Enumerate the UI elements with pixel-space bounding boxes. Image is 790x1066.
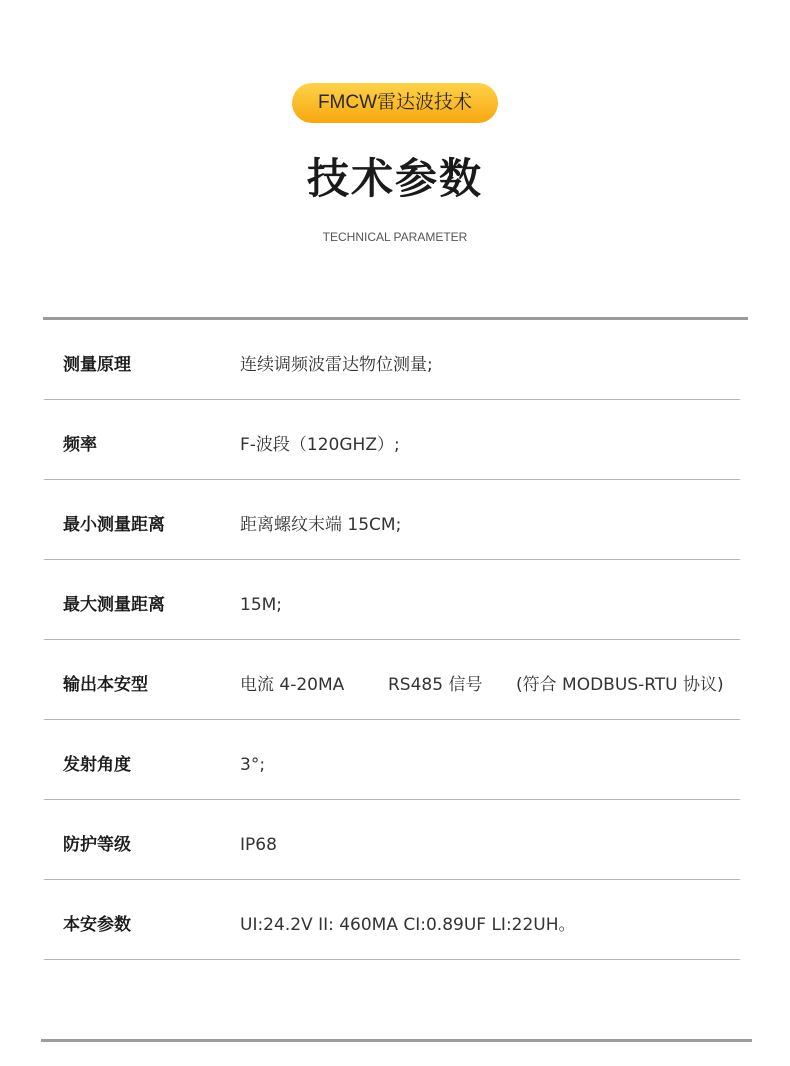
table-row: [44, 720, 740, 800]
param-label: 最小测量距离: [63, 515, 165, 535]
page-subtitle: TECHNICAL PARAMETER: [322, 230, 468, 244]
page-title: 技术参数: [306, 154, 483, 203]
technology-badge: FMCW雷达波技术: [292, 83, 498, 123]
bottom-divider: [41, 1039, 752, 1042]
table-row: [44, 640, 740, 720]
table-row: [44, 480, 740, 560]
param-value: [240, 640, 724, 719]
param-value: UI:24.2V II: 460MA CI:0.89UF LI:22UH。: [240, 915, 576, 935]
param-value: 连续调频波雷达物位测量;: [240, 355, 433, 375]
param-value: 15M;: [240, 595, 283, 615]
output-current: 电流 4-20MA: [240, 675, 345, 695]
parameter-table: [44, 320, 740, 960]
output-rs485: RS485 信号: [388, 675, 483, 695]
param-label: 输出本安型: [63, 675, 148, 695]
param-label: 最大测量距离: [63, 595, 165, 615]
param-value: IP68: [240, 835, 277, 855]
table-row: [44, 400, 740, 480]
param-label: 防护等级: [63, 835, 131, 855]
table-row: [44, 320, 740, 400]
param-value: 距离螺纹末端 15CM;: [240, 515, 402, 535]
param-label: 发射角度: [63, 755, 131, 775]
table-row: [44, 880, 740, 960]
param-label: 测量原理: [63, 355, 131, 375]
param-label: 频率: [63, 435, 97, 455]
table-row: [44, 560, 740, 640]
table-row: [44, 800, 740, 880]
param-value: 3°;: [240, 755, 266, 775]
output-protocol: (符合 MODBUS-RTU 协议): [516, 675, 724, 695]
param-value: F-波段（120GHZ）;: [240, 435, 400, 455]
param-label: 本安参数: [63, 915, 131, 935]
